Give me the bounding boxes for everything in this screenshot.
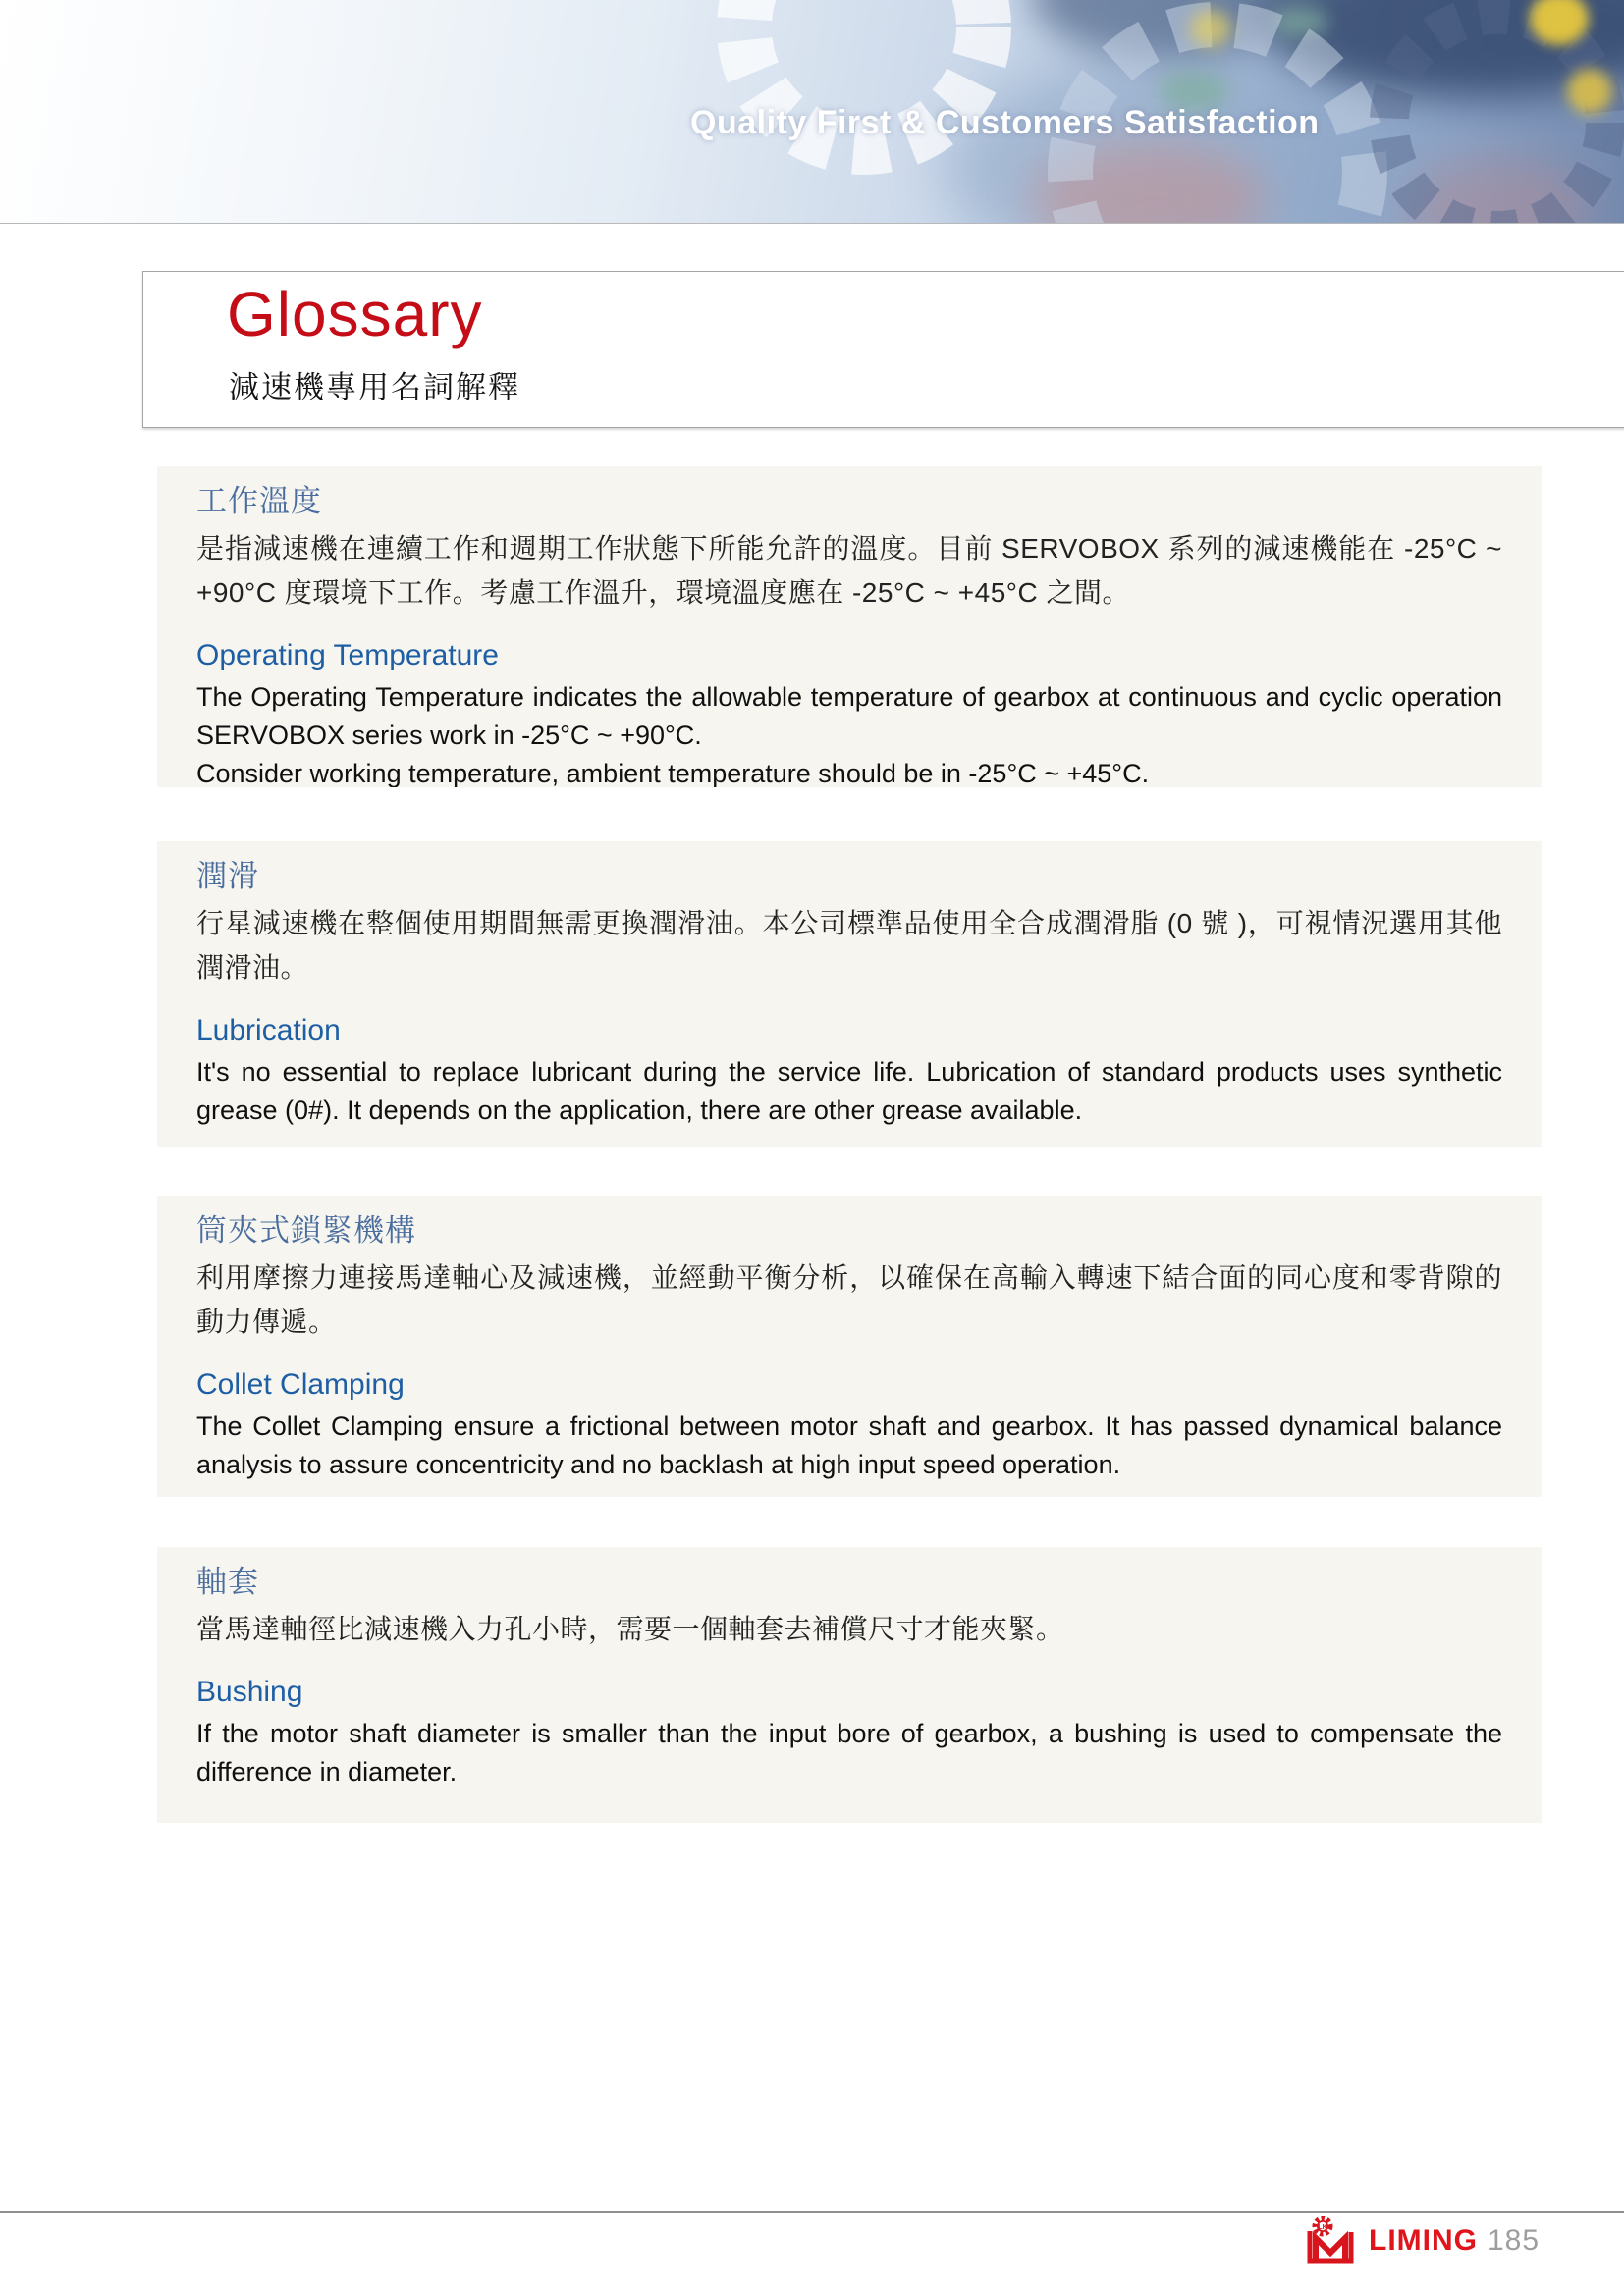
page-number: 185	[1488, 2224, 1541, 2257]
section-zh-heading: 筒夾式鎖緊機構	[196, 1213, 416, 1248]
banner-decoration	[1567, 69, 1612, 114]
section-en-body-line: Consider working temperature, ambient temperature should be in -25°C ~ +45°C.	[196, 759, 1150, 787]
header-banner	[0, 0, 1624, 224]
section-zh-body: 行星減速機在整個使用期間無需更換潤滑油。本公司標準品使用全合成潤滑脂 (0 號 )，可視情況選用其他潤滑油。	[196, 908, 1502, 983]
section-en-body-line: If the motor shaft diameter is smaller than the input bore of gearbox, a bushing is used to compensate the difference in diameter.	[196, 1719, 1502, 1787]
banner-decoration	[1190, 10, 1231, 47]
section-zh-heading: 潤滑	[196, 859, 259, 893]
footer-divider	[0, 2211, 1624, 2213]
logo-monogram: LK	[1318, 2223, 1327, 2231]
header-slogan: Quality First & Customers Satisfaction	[690, 104, 1320, 141]
section-zh-body: 利用摩擦力連接馬達軸心及減速機，並經動平衡分析，以確保在高輸入轉速下結合面的同心度和零背隙的動力傳遞。	[196, 1262, 1502, 1337]
section-zh-heading: 工作溫度	[196, 484, 322, 518]
section-en-heading: Collet Clamping	[196, 1368, 405, 1401]
brand-text: LIMING	[1369, 2224, 1478, 2257]
glossary-section-bushing	[157, 1547, 1542, 1823]
section-en-body-line: The Collet Clamping ensure a frictional between motor shaft and gearbox. It has passed dynamical balance analysis to assure concentricity and no backlash at high input speed operation.	[196, 1412, 1502, 1479]
title-box	[142, 271, 1624, 428]
footer-brand	[1302, 2216, 1540, 2267]
section-en-heading: Bushing	[196, 1676, 303, 1708]
section-en-body-line: The Operating Temperature indicates the allowable temperature of gearbox at continuous and cyclic operation SERVOBOX series work in -25°C ~ +90°C.	[196, 682, 1502, 750]
glossary-section-collet-clamping	[157, 1196, 1542, 1497]
section-en-body-line: It's no essential to replace lubricant during the service life. Lubrication of standard products uses synthetic grease (0#). It depends on the application, there are other grease available.	[196, 1057, 1502, 1125]
glossary-section-operating-temperature	[157, 466, 1542, 787]
section-zh-heading: 軸套	[196, 1565, 259, 1599]
section-zh-body: 是指減速機在連續工作和週期工作狀態下所能允許的溫度。目前 SERVOBOX 系列的減速機能在 -25°C ~ +90°C 度環境下工作。考慮工作溫升，環境溫度應在 -25°C ~ +45°C 之間。	[196, 533, 1502, 608]
section-zh-body: 當馬達軸徑比減速機入力孔小時，需要一個軸套去補償尺寸才能夾緊。	[196, 1614, 1064, 1644]
page-subtitle: 減速機專用名詞解釋	[229, 370, 520, 404]
glossary-section-lubrication	[157, 841, 1542, 1147]
page-title: Glossary	[227, 279, 483, 349]
section-en-heading: Lubrication	[196, 1014, 341, 1046]
section-en-heading: Operating Temperature	[196, 639, 499, 671]
liming-logo-icon	[1302, 2216, 1359, 2267]
